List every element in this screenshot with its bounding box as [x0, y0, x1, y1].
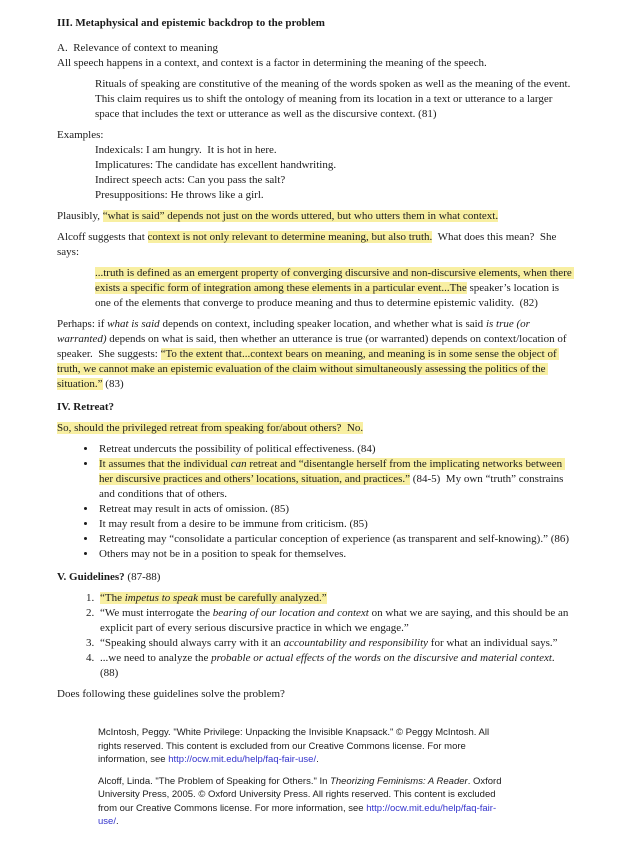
guidelines-list [57, 591, 572, 681]
footer-mcintosh-citation: McIntosh, Peggy. "White Privilege: Unpacking the Invisible Knapsack." © Peggy McIntosh. All rights reserved. This content is excluded from our Creative Commons license. For more information, see http://ocw.mit.edu/help/faq-fair-use/. [98, 727, 492, 765]
examples-label: Examples: [57, 129, 104, 141]
section-a-title: A. Relevance of context to meaning [57, 42, 218, 54]
fair-use-link[interactable]: http://ocw.mit.edu/help/faq-fair-use/ [98, 802, 497, 827]
guideline-accountability: 3. “Speaking should always carry with it an accountability and responsibility for what an individual says.” [97, 636, 572, 651]
truth-quote-paragraph: ...truth is defined as an emergent property of converging discursive and non-discursive elements, when there exists a specific form of integration among these elements in a particular event...The speaker’s location is one of the elements that converge to produce meaning and thus to determine epistemic validity. (82) [95, 267, 575, 309]
guideline-analyze-effects: 4. ...we need to analyze the probable or actual effects of the words on the discursive and material context. (88) [97, 651, 572, 681]
heading-v-pages: (87-88) [124, 571, 161, 583]
closing-question: Does following these guidelines solve the problem? [57, 688, 285, 700]
plausibly-paragraph: Plausibly, “what is said” depends not just on the words uttered, but who utters them in what context. [57, 210, 499, 222]
bullet-political-effectiveness: • Retreat undercuts the possibility of political effectiveness. (84) [97, 442, 572, 457]
example-implicatures: Implicatures: The candidate has excellent handwriting. [95, 159, 337, 171]
footer-alcoff-citation: Alcoff, Linda. "The Problem of Speaking for Others." In Theorizing Feminisms: A Reader. Oxford University Press, 2005. © Oxford University Press. All rights reserved. This content is excluded from our Creative Commons license. For more information, see http://ocw.mit.edu/help/faq-fair-use/. [98, 775, 505, 827]
guideline-impetus-to-speak: 1. “The impetus to speak must be carefully analyzed.” [97, 591, 572, 606]
section-a [57, 41, 572, 71]
example-indirect-speech-acts: Indirect speech acts: Can you pass the salt? [95, 174, 286, 186]
examples-block [57, 128, 572, 203]
example-presuppositions: Presuppositions: He throws like a girl. [95, 189, 264, 201]
retreat-bullet-list [57, 442, 572, 562]
attribution-footer [98, 726, 510, 829]
heading-v-bold: V. Guidelines? [57, 571, 125, 583]
fair-use-link[interactable]: http://ocw.mit.edu/help/faq-fair-use/ [168, 754, 317, 765]
bullet-others-not-in-position: • Others may not be in a position to speak for themselves. [97, 547, 572, 562]
perhaps-paragraph: Perhaps: if what is said depends on context, including speaker location, and whether what is said is true (or warranted) depends on what is said, then whether an utterance is true (or warranted) depends on context/location of speaker. She suggests: “To the extent that...context bears on meaning, and meaning is in some sense the object of truth, we cannot make an epistemic evaluation of the claim without simultaneously assessing the politics of the situation.” (83) [57, 318, 570, 390]
bullet-immune-from-criticism: • It may result from a desire to be immune from criticism. (85) [97, 517, 572, 532]
section-a-text: All speech happens in a context, and context is a factor in determining the meaning of the speech. [57, 57, 487, 69]
heading-section-v [57, 570, 572, 585]
retreat-question: So, should the privileged retreat from speaking for/about others? No. [57, 422, 364, 434]
heading-section-iv: IV. Retreat? [57, 401, 115, 413]
bullet-assumes-can-retreat: • It assumes that the individual can retreat and “disentangle herself from the implicating networks between her discursive practices and others’ locations, situation, and practices.” (84-5) My own “truth” constrains and conditions that of others. [97, 457, 572, 502]
example-indexicals: Indexicals: I am hungry. It is hot in here. [95, 144, 277, 156]
alcoff-suggests-paragraph: Alcoff suggests that context is not only relevant to determine meaning, but also truth. What does this mean? She says: [57, 231, 560, 258]
bullet-acts-of-omission: • Retreat may result in acts of omission. (85) [97, 502, 572, 517]
guideline-interrogate-bearing: 2. “We must interrogate the bearing of our location and context on what we are saying, and this should be an explicit part of every serious discursive practice in which we engage.” [97, 606, 572, 636]
bullet-consolidate-conception: • Retreating may “consolidate a particular conception of experience (as transparent and self-knowing).” (86) [97, 532, 572, 547]
rituals-quote-paragraph: Rituals of speaking are constitutive of the meaning of the words spoken as well as the meaning of the event. This claim requires us to shift the ontology of meaning from its location in a text or utterance to a larger space that includes the text or utterance as well as the discursive context. (81) [95, 78, 576, 120]
heading-section-iii: III. Metaphysical and epistemic backdrop to the problem [57, 17, 325, 29]
